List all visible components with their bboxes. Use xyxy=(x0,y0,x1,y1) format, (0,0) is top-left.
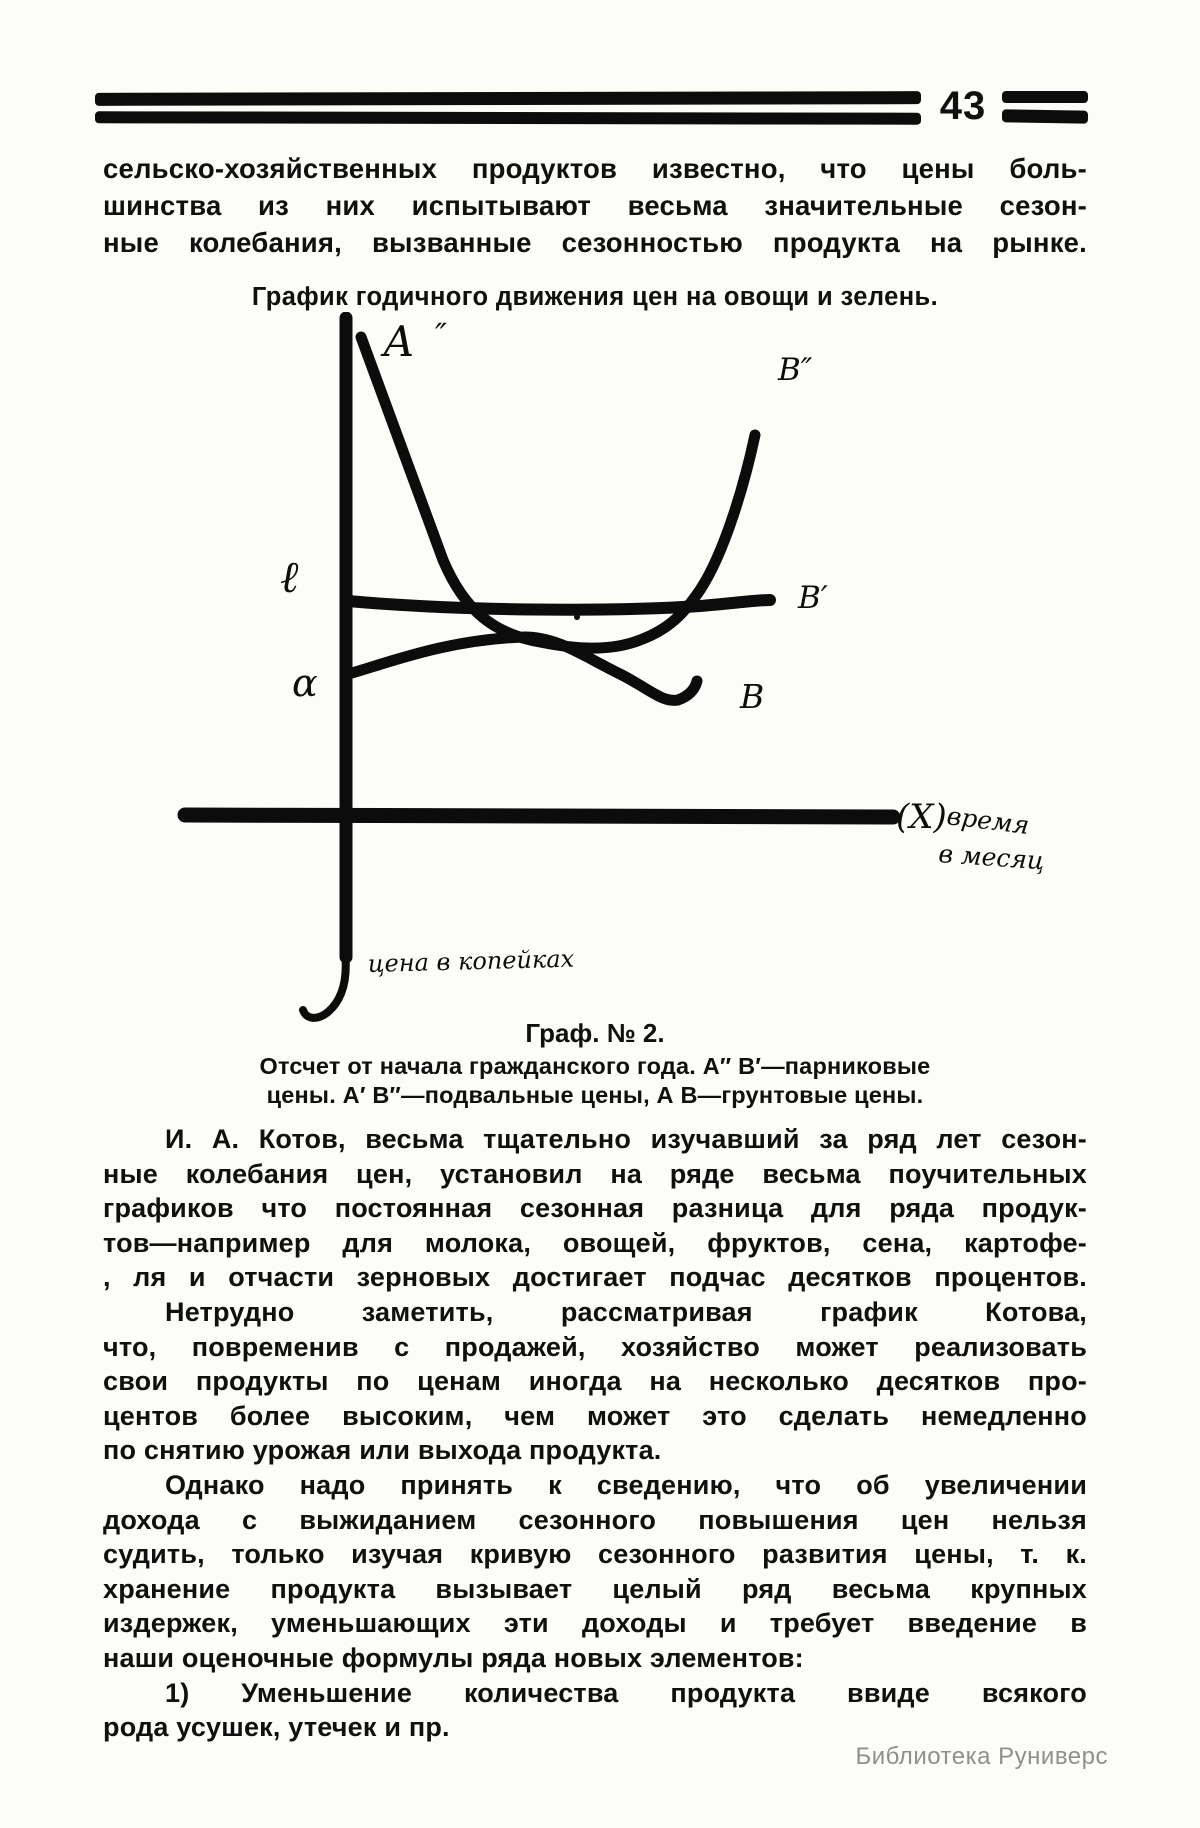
header-rule-right-top xyxy=(1002,91,1088,103)
text-line: издержек, уменьшающих эти доходы и требует введение в xyxy=(103,1608,1087,1639)
price-seasonality-chart xyxy=(140,312,1140,1024)
text-line: свои продукты по ценам иногда на несколько десятков про- xyxy=(103,1366,1087,1397)
x-axis-label-word1: время xyxy=(945,801,1031,841)
intro-paragraph xyxy=(103,150,1087,261)
text-line: Нетрудно заметить, рассматривая график Котова, xyxy=(165,1296,1087,1327)
text-line: дохода с выжиданием сезонного повышения цен нельзя xyxy=(103,1504,1087,1535)
y-axis-label: цена в копейках xyxy=(367,944,575,978)
header-rule-left-top xyxy=(95,91,921,106)
text-line: судить, только изучая кривую сезонного развития цены, т. к. xyxy=(103,1539,1087,1570)
text-line: сельско-хозяйственных продуктов известно, что цены боль- xyxy=(103,153,1087,184)
label-a-prime: ℓ xyxy=(280,552,299,603)
text-line: ные колебания цен, установил на ряде весьма поучительных xyxy=(103,1158,1087,1189)
figure-title: График годичного движения цен на овощи и зелень. xyxy=(251,283,939,311)
y-axis-hook xyxy=(303,952,346,1018)
curve-ground-a-b xyxy=(352,637,697,700)
text-line: что, повременив с продажей, хозяйство может реализовать xyxy=(103,1331,1087,1362)
line-cellar-a1-b1 xyxy=(348,600,770,610)
x-axis xyxy=(185,815,893,817)
library-watermark: Библиотека Руниверс xyxy=(855,1743,1108,1770)
figure-caption-line2: цены. А′ В″—подвальные цены, А В—грунтовые цены. xyxy=(266,1082,924,1108)
text-line: рода усушек, утечек и пр. xyxy=(103,1712,450,1743)
x-axis-label-paren: (Х) xyxy=(896,797,947,837)
text-line: И. А. Котов, весьма тщательно изучавший за ряд лет сезон- xyxy=(165,1124,1087,1154)
label-a-doubleprime-mark: ″ xyxy=(435,316,447,354)
label-b-doubleprime: В″ xyxy=(778,352,813,388)
text-line: тов—например для молока, овощей, фруктов, сена, картофе- xyxy=(103,1227,1087,1258)
text-line: ные колебания, вызванные сезонностью продукта на рынке. xyxy=(103,227,1087,258)
header-rule-right-bottom xyxy=(1002,109,1088,123)
text-line: шинства из них испытывают весьма значительные сезон- xyxy=(103,190,1087,221)
text-line: хранение продукта вызывает целый ряд весьма крупных xyxy=(103,1573,1087,1604)
text-line: по снятию урожая или выхода продукта. xyxy=(103,1435,662,1466)
body-paragraphs xyxy=(103,1122,1087,1745)
text-line: Однако надо принять к сведению, что об увеличении xyxy=(165,1469,1087,1500)
header-rule-left-bottom xyxy=(95,111,921,124)
label-a-doubleprime: А xyxy=(383,317,415,366)
text-line: 1) Уменьшение количества продукта ввиде всякого xyxy=(165,1677,1087,1708)
label-b: В xyxy=(740,677,765,716)
text-line: , ля и отчасти зерновых достигает подчас десятков процентов. xyxy=(103,1262,1087,1293)
text-line: графиков что постоянная сезонная разница для ряда продук- xyxy=(103,1193,1087,1224)
page-number: 43 xyxy=(939,84,987,128)
x-axis-label-word2: в месяц xyxy=(937,839,1046,876)
figure-caption-line1: Отсчет от начала гражданского года. А″ В′—парниковые xyxy=(259,1053,931,1079)
text-line: центов более высоким, чем может это сделать немедленно xyxy=(103,1400,1087,1431)
header-rule-right xyxy=(1002,91,1088,123)
label-b-prime: В′ xyxy=(798,580,828,616)
label-a: ɑ xyxy=(292,661,318,705)
ink-dot xyxy=(574,614,580,620)
header-rule-left xyxy=(95,92,921,124)
text-line: наши оценочные формулы ряда новых элементов: xyxy=(103,1642,804,1673)
figure-number: Граф. № 2. xyxy=(525,1018,665,1048)
